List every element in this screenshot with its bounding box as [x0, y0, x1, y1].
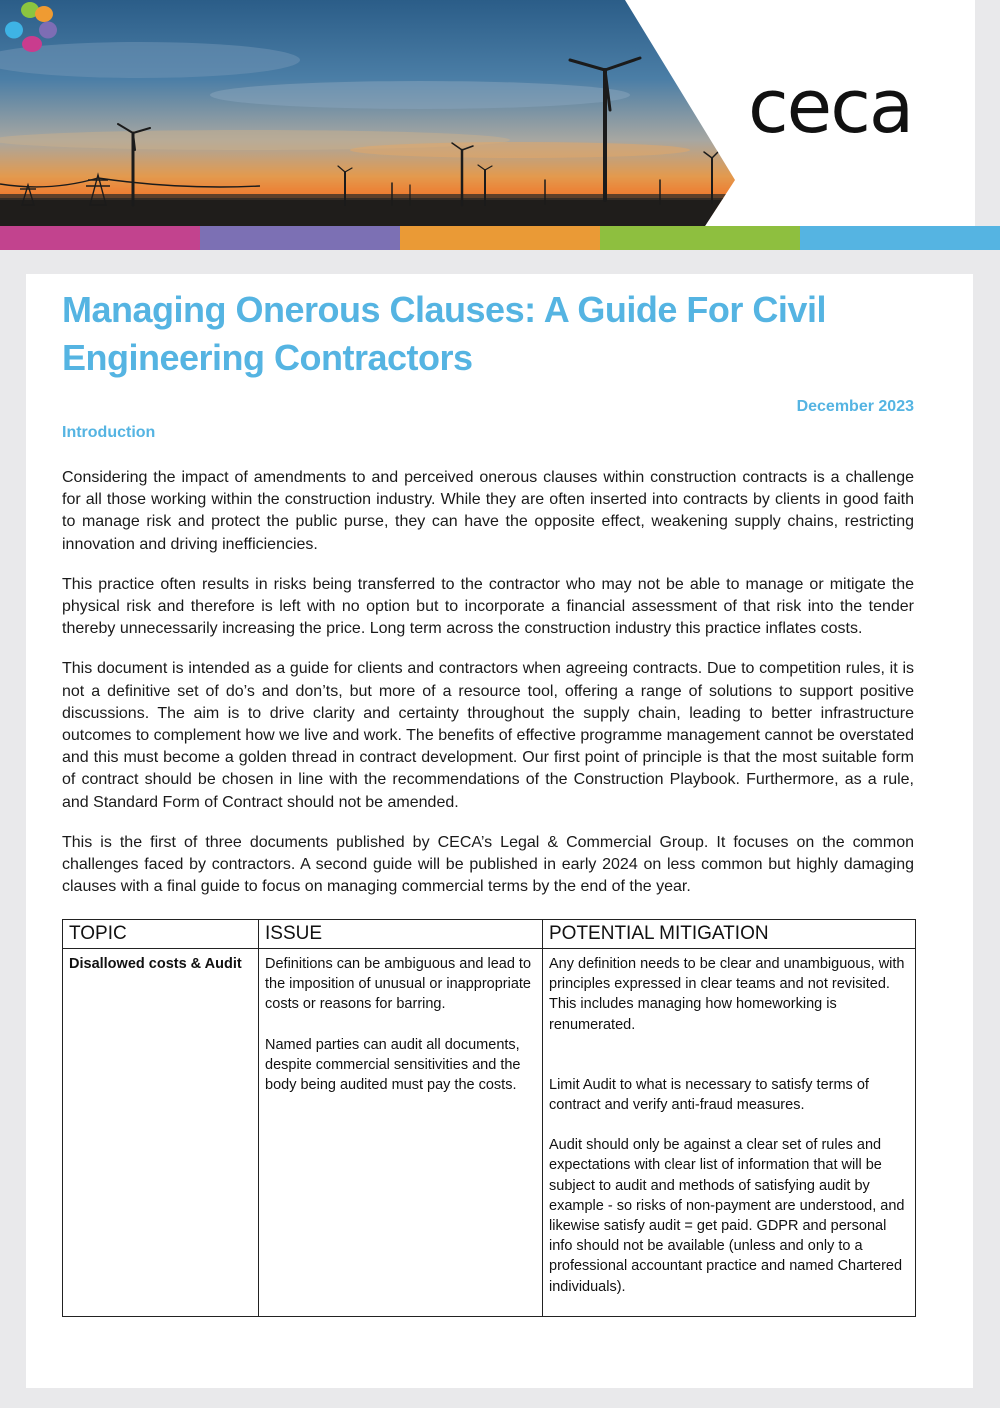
- column-header-topic: TOPIC: [63, 920, 259, 949]
- onerous-clauses-table: [62, 919, 916, 1317]
- stripe-blue: [800, 226, 1000, 250]
- stripe-green: [600, 226, 800, 250]
- mitigation-text: Limit Audit to what is necessary to satisfy terms of contract and verify anti-fraud measures.: [549, 1076, 869, 1114]
- table-row: [63, 949, 916, 1317]
- stripe-purple: [200, 226, 400, 250]
- column-header-issue: ISSUE: [259, 920, 543, 949]
- table-header-row: [63, 920, 916, 949]
- mitigation-text: Audit should only be against a clear set of rules and expectations with clear list of information that will be subject to audit and methods of satisfying audit by example - so risks of non-payment are understood, and likewise satisfy audit = get paid. GDPR and personal info should not be available (unless and only to a professional accountant practice and named Chartered individuals).: [549, 1137, 905, 1295]
- issue-cell: [259, 949, 543, 1317]
- topic-cell: Disallowed costs & Audit: [63, 949, 259, 1317]
- spacer: [265, 1015, 536, 1035]
- paragraph: This practice often results in risks being transferred to the contractor who may not be able to manage or mitigate the physical risk and therefore is left with no option but to incorporate a financial assessment of that risk into the tender thereby unnecessarily increasing the price. Long term across the construction industry this practice inflates costs.: [62, 575, 914, 638]
- paragraph: This document is intended as a guide for clients and contractors when agreeing contracts. Due to competition rules, it is not a definitive set of do’s and don’ts, but more of a resource tool, offering a range of solutions to support positive discussions. The aim is to drive clarity and certainty throughout the supply chain, leading to better infrastructure outcomes to complement how we live and work. The benefits of effective programme management cannot be overstated and this must become a golden thread in contract development. Our first point of principle is that the most suitable form of contract should be chosen in line with the recommendations of the Construction Playbook. Furthermore, as a rule, and Standard Form of Contract should not be amended.: [62, 660, 914, 811]
- spacer: [549, 1035, 909, 1075]
- paragraph: This is the first of three documents published by CECA’s Legal & Commercial Group. It focuses on the common challenges faced by contractors. A second guide will be published in early 2024 on less common but highly damaging clauses with a final guide to focus on managing commercial terms by the end of the year.: [62, 833, 914, 896]
- issue-text: Definitions can be ambiguous and lead to the imposition of unusual or inappropriate costs or reasons for barring.: [265, 956, 532, 1013]
- issue-text: Named parties can audit all documents, despite commercial sensitivities and the body being audited must pay the costs.: [265, 1036, 521, 1094]
- mitigation-text: Any definition needs to be clear and unambiguous, with principles expressed in clear teams and not revisited. This includes managing how homeworking is renumerated.: [549, 956, 905, 1033]
- ceca-logo-dots-icon: [0, 0, 60, 56]
- document-date: December 2023: [796, 398, 914, 415]
- spacer: [549, 1115, 909, 1135]
- color-stripe-bar: [0, 226, 1000, 250]
- ceca-logo-text: ceca: [748, 64, 913, 150]
- stripe-orange: [400, 226, 600, 250]
- paragraph: Considering the impact of amendments to and perceived onerous clauses within construction contracts is a challenge for all those working within the construction industry. While they are often inserted into contracts by clients in good faith to manage risk and protect the public purse, they can have the opposite effect, weakening supply chains, restricting innovation and driving inefficiencies.: [62, 469, 914, 553]
- document-title: Managing Onerous Clauses: A Guide For Civil Engineering Contractors: [62, 289, 826, 378]
- document-page: [26, 274, 973, 1388]
- mitigation-cell: [543, 949, 916, 1317]
- introduction-heading: Introduction: [62, 424, 156, 441]
- column-header-mitigation: POTENTIAL MITIGATION: [543, 920, 916, 949]
- header-banner: [0, 0, 1000, 250]
- introduction-body: [62, 467, 914, 916]
- stripe-pink: [0, 226, 200, 250]
